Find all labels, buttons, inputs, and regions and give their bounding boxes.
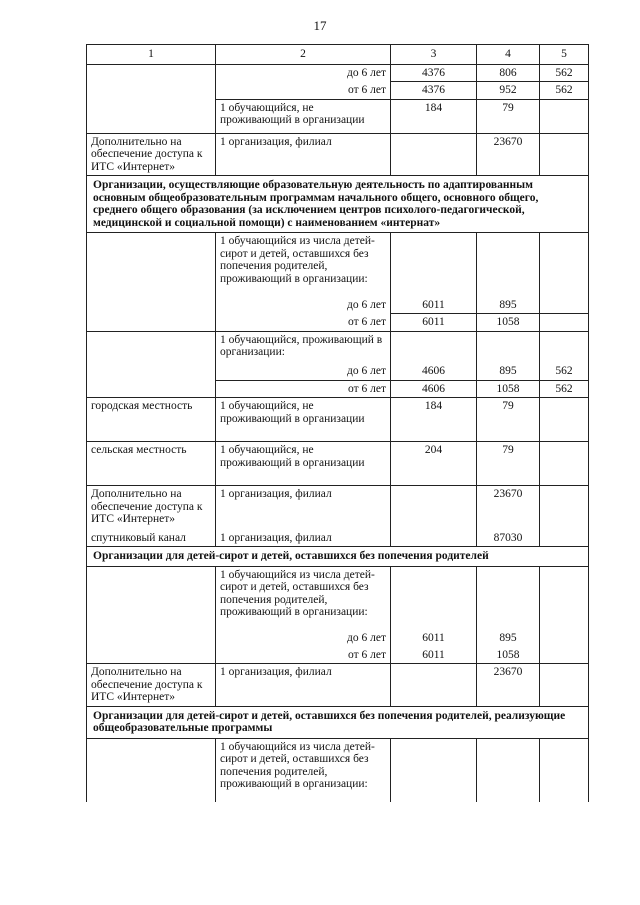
tariff-table bbox=[86, 44, 589, 802]
table-row: 1 обучающийся из числа детей-сирот и детей, оставшихся без попечения родителей, проживающий в организации: bbox=[87, 233, 589, 297]
header-col-2: 2 bbox=[216, 45, 391, 65]
table-row: 1 обучающийся из числа детей-сирот и детей, оставшихся без попечения родителей, проживающий в организации: bbox=[87, 566, 589, 630]
header-col-1: 1 bbox=[87, 45, 216, 65]
section-header: Организации для детей-сирот и детей, оставшихся без попечения родителей bbox=[87, 547, 589, 567]
table-row: до 6 лет 4606 895 562 bbox=[87, 363, 589, 380]
header-col-5: 5 bbox=[540, 45, 589, 65]
table-row: до 6 лет 4376 806 562 bbox=[87, 64, 589, 82]
header-row bbox=[87, 45, 589, 65]
table-row: Дополнительно на обеспечение доступа к ИТС «Интернет» 1 организация, филиал 23670 bbox=[87, 664, 589, 707]
table-row: 1 обучающийся из числа детей-сирот и детей, оставшихся без попечения родителей, проживающий в организации: bbox=[87, 738, 589, 802]
table-row: городская местность 1 обучающийся, не проживающий в организации 184 79 bbox=[87, 398, 589, 442]
table-row: от 6 лет 6011 1058 bbox=[87, 314, 589, 332]
table-row: от 6 лет 6011 1058 bbox=[87, 647, 589, 664]
header-col-4: 4 bbox=[477, 45, 540, 65]
table-row: сельская местность 1 обучающийся, не проживающий в организации 204 79 bbox=[87, 442, 589, 486]
table-row: Дополнительно на обеспечение доступа к ИТС «Интернет» 1 организация, филиал 23670 bbox=[87, 486, 589, 530]
table-row: от 6 лет 4606 1058 562 bbox=[87, 380, 589, 398]
table-row: 1 обучающийся, не проживающий в организации 184 79 bbox=[87, 99, 589, 133]
table-row: до 6 лет 6011 895 bbox=[87, 630, 589, 647]
table-row: спутниковый канал 1 организация, филиал 87030 bbox=[87, 530, 589, 547]
table-row: 1 обучающийся, проживающий в организации: bbox=[87, 331, 589, 363]
table-row: до 6 лет 6011 895 bbox=[87, 297, 589, 314]
table-row: Дополнительно на обеспечение доступа к ИТС «Интернет» 1 организация, филиал 23670 bbox=[87, 133, 589, 176]
header-col-3: 3 bbox=[391, 45, 477, 65]
table-row: от 6 лет 4376 952 562 bbox=[87, 82, 589, 100]
page-number: 17 bbox=[313, 18, 327, 33]
section-header: Организации для детей-сирот и детей, оставшихся без попечения родителей, реализующие общеобразовательные программы bbox=[87, 706, 589, 738]
section-header: Организации, осуществляющие образовательную деятельность по адаптированным основным общеобразовательным программам начального общего, основного общего, среднего общего образования (за исключением центров психолого-педагогической, медицинской и социальной помощи) с наименованием «интернат» bbox=[87, 176, 589, 233]
